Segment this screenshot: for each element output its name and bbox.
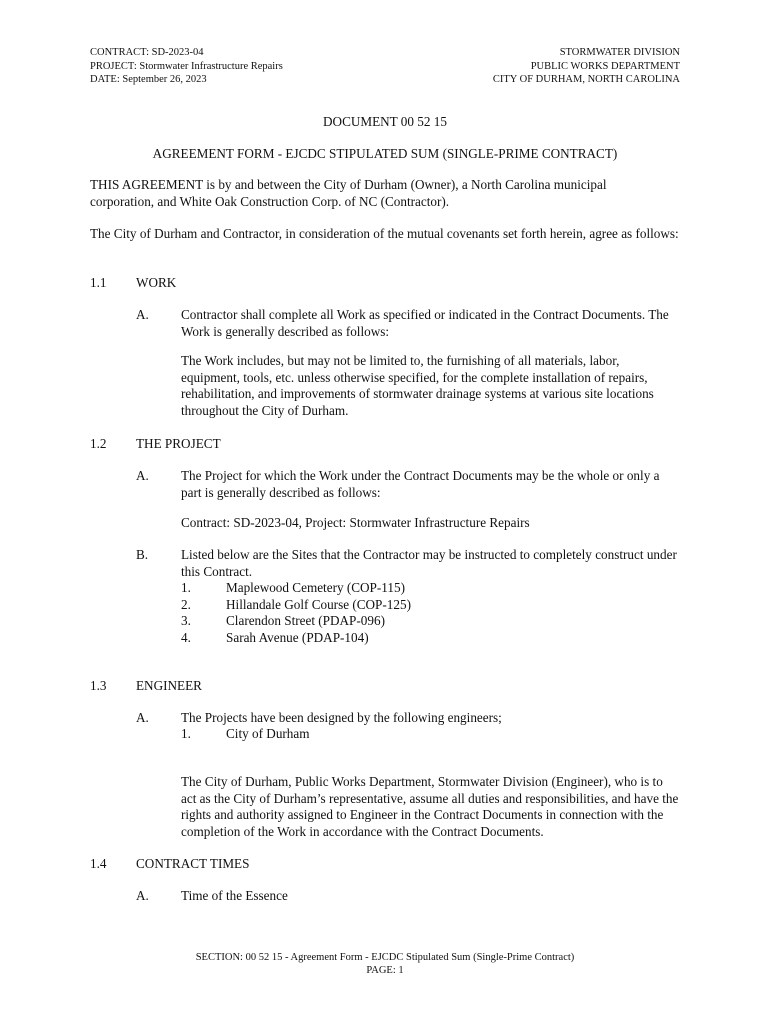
section-1-4-a-text: Time of the Essence bbox=[181, 888, 288, 903]
section-1-1-a-detail: The Work includes, but may not be limited to, the furnishing of all materials, labor, equipment, tools, etc. unless otherwise specified, for the complete installation of repairs, rehabilitation, and improvements of stormwater drainage systems at various site locations throughout the City of Durham. bbox=[181, 353, 654, 418]
intro-paragraph-2: The City of Durham and Contractor, in consideration of the mutual covenants set forth herein, agree as follows: bbox=[90, 226, 679, 241]
site-number: 1. bbox=[181, 580, 191, 595]
header-project: PROJECT: Stormwater Infrastructure Repairs bbox=[90, 60, 283, 72]
document-title: AGREEMENT FORM - EJCDC STIPULATED SUM (SINGLE-PRIME CONTRACT) bbox=[152, 146, 618, 161]
header-contract: CONTRACT: SD-2023-04 bbox=[90, 47, 204, 58]
section-1-1-number: 1.1 bbox=[90, 275, 107, 290]
page-footer bbox=[0, 951, 770, 977]
engineer-number: 1. bbox=[181, 726, 191, 741]
section-1-2-number: 1.2 bbox=[90, 436, 107, 451]
section-1-3-detail: The City of Durham, Public Works Department, Stormwater Division (Engineer), who is to act as the City of Durham’s representative, assume all duties and responsibilities, and have the rights and authority assigned to Engineer in the Contract Documents in connection with the completion of the Work in accordance with the Contract Documents. bbox=[181, 774, 679, 839]
header-left bbox=[90, 46, 283, 87]
site-number: 2. bbox=[181, 597, 191, 612]
section-1-3-number: 1.3 bbox=[90, 678, 107, 693]
site-name: Clarendon Street (PDAP-096) bbox=[226, 613, 385, 628]
section-1-2-a-label: A. bbox=[136, 468, 149, 483]
section-1-4-number: 1.4 bbox=[90, 856, 107, 871]
section-1-2-a-text: The Project for which the Work under the Contract Documents may be the whole or only a part is generally described as follows: bbox=[181, 468, 660, 500]
section-1-3-a-label: A. bbox=[136, 710, 149, 725]
section-1-4-title: CONTRACT TIMES bbox=[136, 856, 250, 871]
section-1-1-a-label: A. bbox=[136, 307, 149, 322]
site-number: 4. bbox=[181, 630, 191, 645]
footer-section: SECTION: 00 52 15 - Agreement Form - EJCDC Stipulated Sum (Single-Prime Contract) bbox=[195, 952, 575, 963]
section-1-1-title: WORK bbox=[136, 275, 177, 290]
site-number: 3. bbox=[181, 613, 191, 628]
header-city: CITY OF DURHAM, NORTH CAROLINA bbox=[492, 74, 680, 85]
section-1-2-b-label: B. bbox=[136, 547, 149, 562]
section-1-3-a-text: The Projects have been designed by the following engineers; bbox=[181, 710, 502, 725]
section-1-4-a-label: A. bbox=[136, 888, 149, 903]
header-right bbox=[493, 46, 680, 87]
document-number: DOCUMENT 00 52 15 bbox=[323, 114, 447, 129]
site-name: Maplewood Cemetery (COP-115) bbox=[226, 580, 405, 595]
header-department: PUBLIC WORKS DEPARTMENT bbox=[530, 60, 680, 72]
section-1-2-a-detail: Contract: SD-2023-04, Project: Stormwater Infrastructure Repairs bbox=[181, 515, 530, 530]
section-1-2-b-text: Listed below are the Sites that the Contractor may be instructed to completely construct under this Contract. bbox=[181, 547, 677, 579]
section-1-3-title: ENGINEER bbox=[136, 678, 202, 693]
section-1-2-title: THE PROJECT bbox=[136, 436, 221, 451]
site-name: Hillandale Golf Course (COP-125) bbox=[226, 597, 411, 612]
footer-page-number: PAGE: 1 bbox=[366, 965, 404, 976]
engineer-name: City of Durham bbox=[226, 726, 310, 741]
site-name: Sarah Avenue (PDAP-104) bbox=[226, 630, 369, 645]
section-1-1-a-text: Contractor shall complete all Work as specified or indicated in the Contract Documents. The Work is generally described as follows: bbox=[181, 307, 669, 339]
intro-paragraph-1: THIS AGREEMENT is by and between the City of Durham (Owner), a North Carolina municipal corporation, and White Oak Construction Corp. of NC (Contractor). bbox=[90, 177, 607, 209]
header-date: DATE: September 26, 2023 bbox=[90, 74, 207, 85]
header-division: STORMWATER DIVISION bbox=[559, 47, 680, 58]
